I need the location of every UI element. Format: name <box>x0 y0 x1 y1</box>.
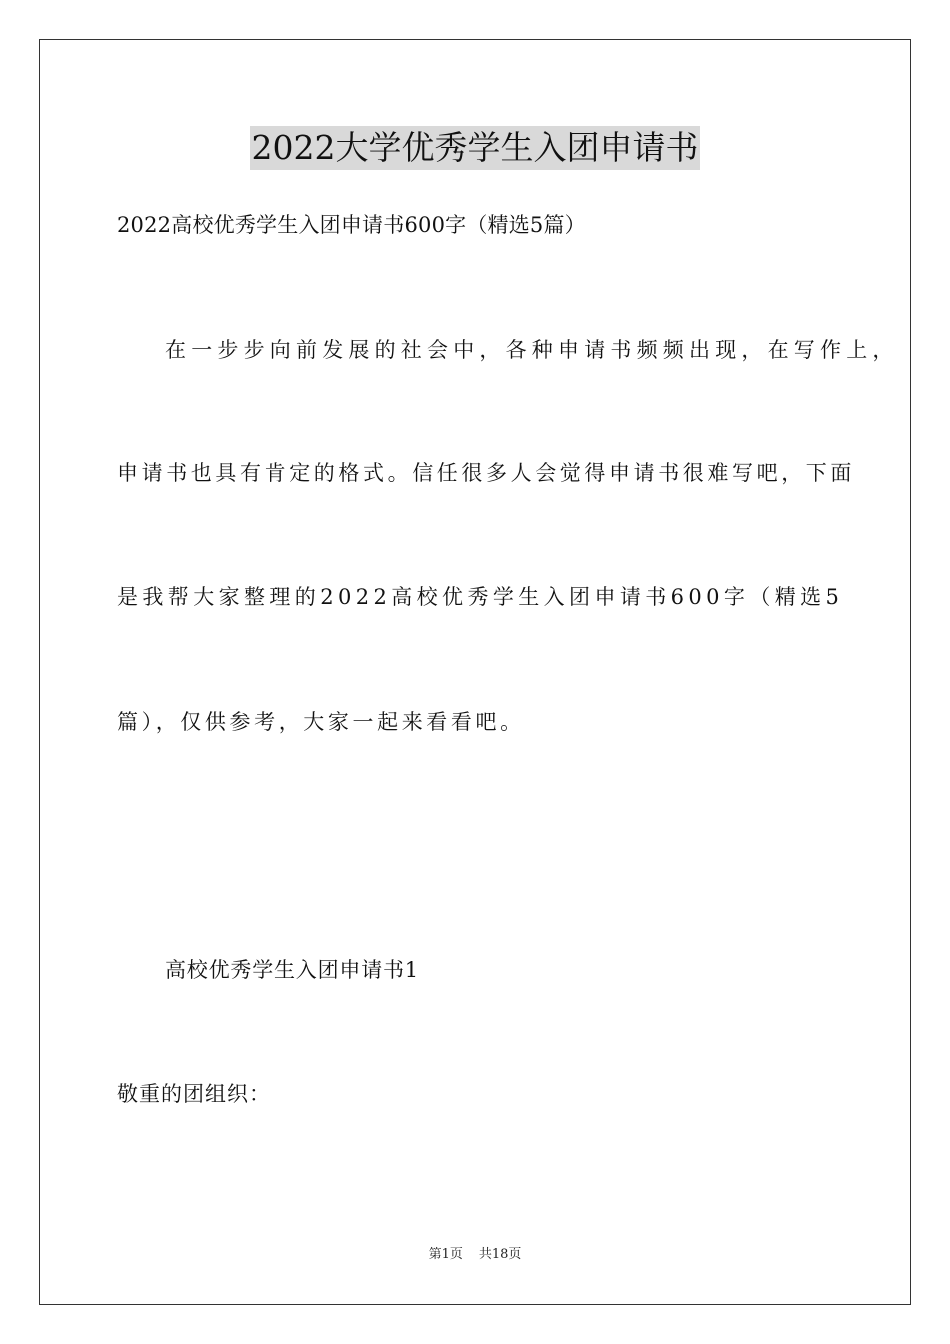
salutation: 敬重的团组织： <box>117 1082 271 1106</box>
page-footer <box>0 1246 950 1264</box>
section-heading: 高校优秀学生入团申请书1 <box>165 958 419 982</box>
intro-line-1: 在一步步向前发展的社会中，各种申请书频频出现，在写作上， <box>165 338 899 362</box>
page-number: 第1页 <box>428 1247 463 1262</box>
document-title: 2022大学优秀学生入团申请书 <box>250 126 701 170</box>
document-subtitle: 2022高校优秀学生入团申请书600字（精选5篇） <box>117 213 586 237</box>
intro-line-4: 篇），仅供参考，大家一起来看看吧。 <box>117 710 525 734</box>
intro-line-2: 申请书也具有肯定的格式。信任很多人会觉得申请书很难写吧，下面 <box>117 461 855 485</box>
page-total: 共18页 <box>478 1247 522 1262</box>
intro-line-3: 是我帮大家整理的2022高校优秀学生入团申请书600字（精选5 <box>117 585 844 609</box>
title-container <box>0 126 950 170</box>
